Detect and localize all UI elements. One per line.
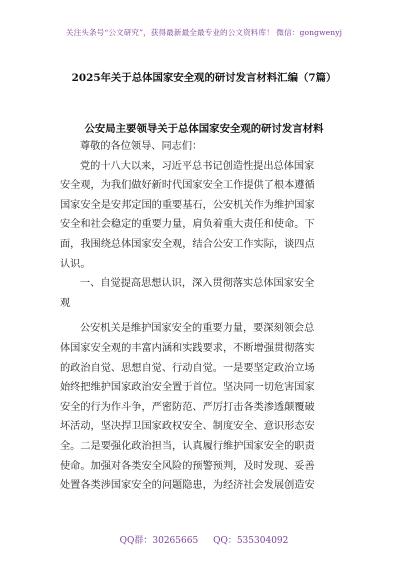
promo-banner: 关注头条号“公文研究”，获得最新最全最专业的公文资料库！ 微信：gongwenyj	[65, 28, 343, 37]
paragraph-line: 全。二是要强化政治担当，认真履行维护国家安全的职责	[60, 440, 315, 452]
paragraph-line: 处置各类涉国家安全的问题隐患，为经济社会发展创造安	[60, 480, 315, 492]
paragraph-line: 安全观，为我们做好新时代国家安全工作提供了根本遵循	[60, 180, 315, 192]
paragraph-line: 始终把维护国家政治安全置于首位。坚决同一切危害国家	[60, 382, 315, 394]
contact-footer	[0, 533, 408, 546]
paragraph-line: 面，我围绕总体国家安全观，结合公安工作实际，谈四点	[60, 238, 315, 250]
paragraph-line: 国家安全是安邦定国的重要基石，公安机关作为维护国家	[60, 199, 315, 211]
paragraph-line: 的政治自觉、思想自觉、行动自觉。一是要坚定政治立场	[60, 362, 315, 374]
qq-number: QQ：535304092	[213, 536, 289, 546]
section-heading: 观	[60, 297, 71, 309]
qq-group-number: QQ群：30265665	[119, 536, 199, 546]
section-heading: 一、自觉提高思想认识，深入贯彻落实总体国家安全	[80, 278, 315, 290]
paragraph-line: 公安机关是维护国家安全的重要力量，要深刻领会总	[80, 323, 315, 335]
paragraph-line: 党的十八大以来，习近平总书记创造性提出总体国家	[80, 160, 315, 172]
paragraph-line: 体国家安全观的丰富内涵和实践要求，不断增强贯彻落实	[60, 342, 315, 354]
paragraph-line: 安全的行为作斗争，严密防范、严厉打击各类渗透颠覆破	[60, 401, 315, 413]
section-title: 公安局主要领导关于总体国家安全观的研讨发言材料	[84, 123, 324, 135]
paragraph-line: 认识。	[60, 258, 91, 270]
greeting: 尊敬的各位领导、同志们：	[80, 141, 203, 152]
paragraph-line: 坏活动，坚决捍卫国家政权安全、制度安全、意识形态安	[60, 421, 315, 433]
document-title: 2025年关于总体国家安全观的研讨发言材料汇编（7篇）	[71, 72, 337, 84]
paragraph-line: 安全和社会稳定的重要力量，肩负着重大责任和使命。下	[60, 219, 315, 231]
document-body	[60, 137, 352, 496]
paragraph-line: 使命。加强对各类安全风险的预警预判，及时发现、妥善	[60, 460, 315, 472]
